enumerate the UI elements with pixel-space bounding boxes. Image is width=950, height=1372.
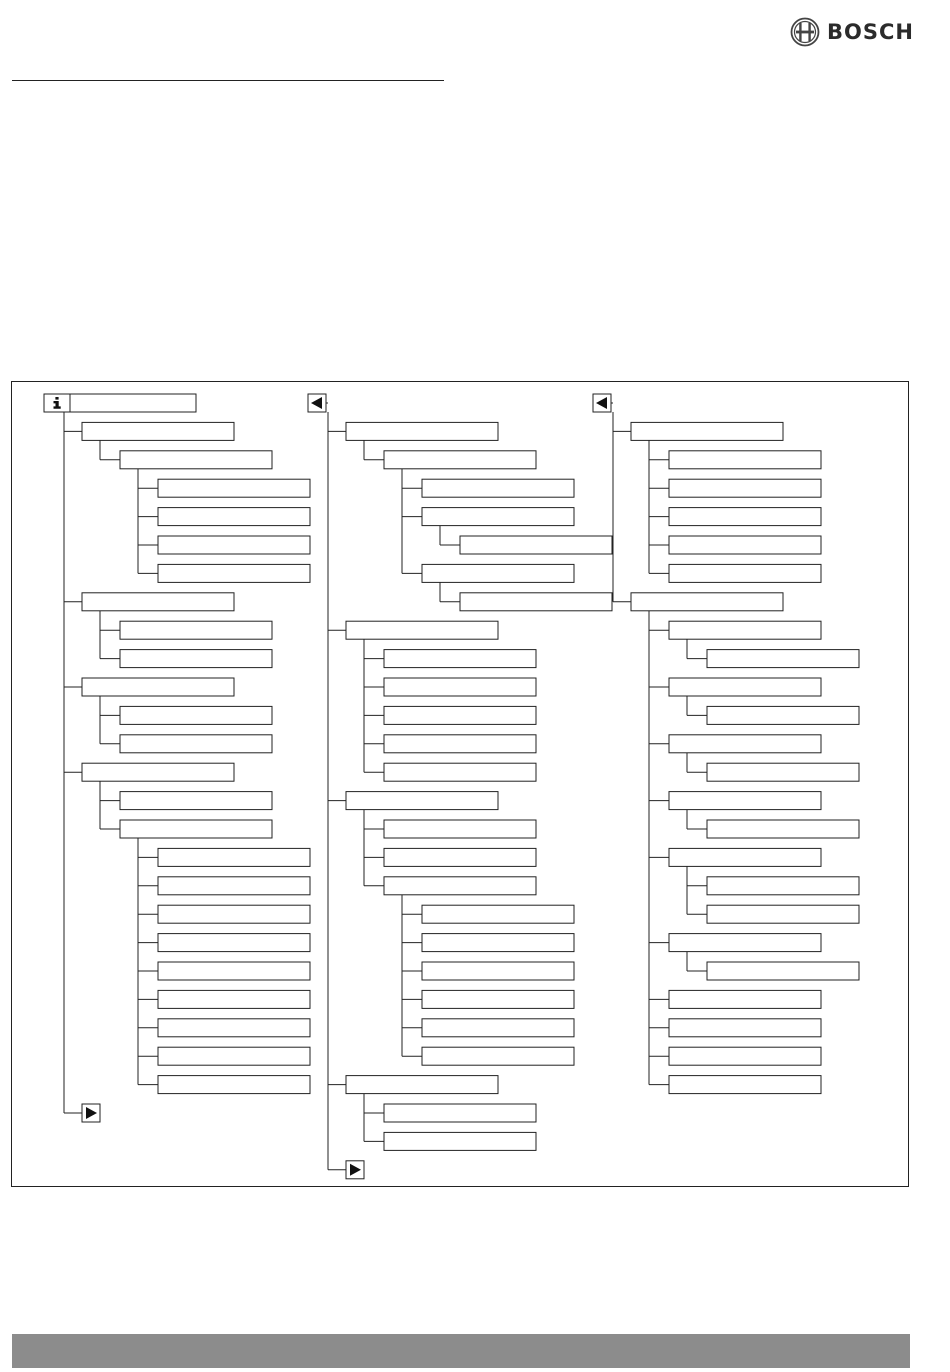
menu-item-box	[120, 735, 272, 753]
menu-item-box	[158, 962, 310, 980]
menu-item-box	[707, 962, 859, 980]
menu-item-box	[158, 536, 310, 554]
menu-item-box	[384, 1132, 536, 1150]
menu-item-box	[669, 848, 821, 866]
menu-item-box	[669, 934, 821, 952]
menu-group-box	[631, 422, 783, 440]
menu-item-box	[422, 508, 574, 526]
menu-item-box	[158, 990, 310, 1008]
menu-item-box	[669, 536, 821, 554]
menu-group-box	[346, 792, 498, 810]
menu-item-box	[158, 934, 310, 952]
menu-item-box	[384, 735, 536, 753]
menu-item-box	[158, 1047, 310, 1065]
menu-group-box	[82, 678, 234, 696]
play-right-icon	[346, 1161, 364, 1179]
menu-group-box	[346, 422, 498, 440]
menu-item-box	[120, 451, 272, 469]
menu-item-box	[422, 962, 574, 980]
brand-name: BOSCH	[827, 20, 914, 44]
menu-item-box	[422, 934, 574, 952]
menu-item-box	[422, 990, 574, 1008]
menu-group-box	[346, 621, 498, 639]
menu-item-box	[707, 820, 859, 838]
menu-item-box	[384, 763, 536, 781]
menu-item-box	[158, 564, 310, 582]
menu-group-box	[346, 1076, 498, 1094]
menu-item-box	[158, 479, 310, 497]
menu-group-box	[82, 593, 234, 611]
menu-item-box	[669, 792, 821, 810]
menu-item-box	[669, 1076, 821, 1094]
menu-item-box	[422, 905, 574, 923]
menu-group-box	[631, 593, 783, 611]
menu-group-box	[82, 763, 234, 781]
menu-item-box	[707, 763, 859, 781]
menu-item-box	[669, 451, 821, 469]
menu-item-box	[422, 1019, 574, 1037]
menu-item-box	[384, 820, 536, 838]
menu-item-box	[422, 479, 574, 497]
menu-item-box	[384, 877, 536, 895]
menu-item-box	[669, 479, 821, 497]
footer-bar	[12, 1334, 910, 1368]
menu-group-box	[82, 422, 234, 440]
menu-item-box	[384, 678, 536, 696]
menu-item-box	[707, 877, 859, 895]
menu-item-box	[669, 678, 821, 696]
menu-item-box	[384, 451, 536, 469]
menu-item-box	[669, 564, 821, 582]
menu-item-box	[384, 848, 536, 866]
menu-item-box	[158, 1019, 310, 1037]
menu-item-box	[384, 650, 536, 668]
play-left-icon	[308, 394, 326, 412]
menu-item-box	[384, 706, 536, 724]
menu-item-box	[158, 877, 310, 895]
menu-item-box	[460, 536, 612, 554]
menu-item-box	[120, 706, 272, 724]
menu-item-box	[669, 735, 821, 753]
menu-item-box	[669, 990, 821, 1008]
play-right-icon	[82, 1104, 100, 1122]
menu-item-box	[707, 650, 859, 668]
play-left-icon	[593, 394, 611, 412]
menu-item-box	[669, 508, 821, 526]
menu-item-box	[707, 706, 859, 724]
menu-item-box	[120, 792, 272, 810]
menu-item-box	[384, 1104, 536, 1122]
menu-item-box	[669, 1019, 821, 1037]
menu-item-box	[158, 508, 310, 526]
menu-item-box	[669, 621, 821, 639]
menu-item-box	[422, 564, 574, 582]
menu-item-box	[669, 1047, 821, 1065]
menu-item-box	[158, 1076, 310, 1094]
menu-item-box	[422, 1047, 574, 1065]
menu-item-box	[120, 650, 272, 668]
menu-item-box	[120, 820, 272, 838]
menu-item-box	[158, 905, 310, 923]
menu-item-box	[460, 593, 612, 611]
menu-item-box	[158, 848, 310, 866]
menu-item-box	[707, 905, 859, 923]
menu-item-box	[120, 621, 272, 639]
info-icon	[44, 394, 196, 412]
